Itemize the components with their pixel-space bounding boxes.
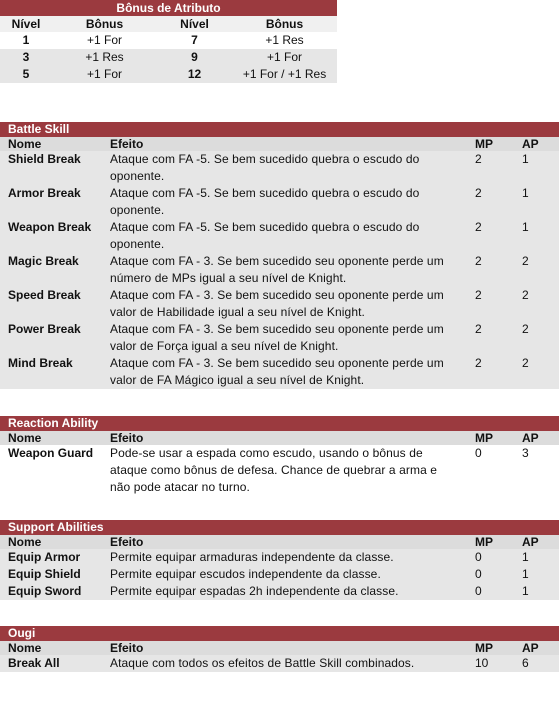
table-row xyxy=(0,219,559,253)
bonus-row xyxy=(0,66,337,83)
battle-skill-title: Battle Skill xyxy=(0,122,559,137)
bonus-value: +1 Res xyxy=(232,32,337,49)
bonus-level: 5 xyxy=(0,66,52,83)
skill-ap: 2 xyxy=(514,253,559,287)
bonus-level: 3 xyxy=(0,49,52,66)
skill-mp: 0 xyxy=(467,583,514,600)
skill-ap: 2 xyxy=(514,321,559,355)
table-row xyxy=(0,655,559,672)
col-name: Nome xyxy=(0,431,102,445)
skill-effect: Ataque com FA - 3. Se bem sucedido seu oponente perde um valor de Habilidade igual a seu nível de Knight. xyxy=(102,287,467,321)
skill-mp: 2 xyxy=(467,253,514,287)
table-row xyxy=(0,287,559,321)
skill-ap: 2 xyxy=(514,287,559,321)
bonus-table xyxy=(0,0,337,83)
skill-mp: 2 xyxy=(467,185,514,219)
col-ap: AP xyxy=(514,641,559,655)
skill-mp: 0 xyxy=(467,549,514,566)
support-abilities-table xyxy=(0,520,559,600)
bonus-header-bonus: Bônus xyxy=(52,16,157,32)
skill-name: Shield Break xyxy=(0,151,102,185)
skill-effect: Permite equipar armaduras independente da classe. xyxy=(102,549,467,566)
skill-effect: Ataque com FA - 3. Se bem sucedido seu oponente perde um valor de FA Mágico igual a seu nível de Knight. xyxy=(102,355,467,389)
bonus-row xyxy=(0,32,337,49)
skill-effect: Ataque com FA - 3. Se bem sucedido seu oponente perde um valor de Força igual a seu nível de Knight. xyxy=(102,321,467,355)
table-row xyxy=(0,253,559,287)
table-row xyxy=(0,321,559,355)
col-effect: Efeito xyxy=(102,431,467,445)
skill-mp: 10 xyxy=(467,655,514,672)
col-ap: AP xyxy=(514,535,559,549)
ougi-table xyxy=(0,626,559,672)
col-mp: MP xyxy=(467,535,514,549)
bonus-header-level: Nível xyxy=(0,16,52,32)
skill-effect: Ataque com FA -5. Se bem sucedido quebra o escudo do oponente. xyxy=(102,151,467,185)
bonus-level: 7 xyxy=(157,32,232,49)
bonus-header-level-2: Nível xyxy=(157,16,232,32)
skill-ap: 1 xyxy=(514,583,559,600)
skill-mp: 2 xyxy=(467,151,514,185)
table-row xyxy=(0,355,559,389)
col-name: Nome xyxy=(0,535,102,549)
skill-name: Equip Sword xyxy=(0,583,102,600)
table-row xyxy=(0,549,559,566)
skill-mp: 2 xyxy=(467,287,514,321)
skill-name: Magic Break xyxy=(0,253,102,287)
col-effect: Efeito xyxy=(102,137,467,151)
battle-skill-table xyxy=(0,122,559,389)
bonus-value: +1 For xyxy=(52,32,157,49)
col-ap: AP xyxy=(514,431,559,445)
bonus-level: 12 xyxy=(157,66,232,83)
bonus-value: +1 For xyxy=(52,66,157,83)
skill-effect: Ataque com FA -5. Se bem sucedido quebra o escudo do oponente. xyxy=(102,185,467,219)
skill-effect: Pode-se usar a espada como escudo, usando o bônus de ataque como bônus de defesa. Chance de quebrar a arma e não pode atacar no turno. xyxy=(102,445,467,496)
col-mp: MP xyxy=(467,641,514,655)
skill-name: Weapon Guard xyxy=(0,445,102,496)
skill-ap: 1 xyxy=(514,219,559,253)
skill-mp: 2 xyxy=(467,355,514,389)
bonus-value: +1 For / +1 Res xyxy=(232,66,337,83)
support-abilities-title: Support Abilities xyxy=(0,520,559,535)
table-row xyxy=(0,566,559,583)
col-effect: Efeito xyxy=(102,641,467,655)
skill-name: Weapon Break xyxy=(0,219,102,253)
skill-name: Equip Armor xyxy=(0,549,102,566)
ougi-title: Ougi xyxy=(0,626,559,641)
col-mp: MP xyxy=(467,137,514,151)
col-name: Nome xyxy=(0,137,102,151)
skill-ap: 1 xyxy=(514,566,559,583)
skill-name: Power Break xyxy=(0,321,102,355)
reaction-ability-table xyxy=(0,416,559,496)
skill-mp: 2 xyxy=(467,321,514,355)
table-row xyxy=(0,151,559,185)
skill-ap: 1 xyxy=(514,151,559,185)
skill-name: Mind Break xyxy=(0,355,102,389)
skill-mp: 0 xyxy=(467,566,514,583)
col-mp: MP xyxy=(467,431,514,445)
reaction-ability-title: Reaction Ability xyxy=(0,416,559,431)
skill-ap: 6 xyxy=(514,655,559,672)
col-name: Nome xyxy=(0,641,102,655)
bonus-header-bonus-2: Bônus xyxy=(232,16,337,32)
skill-ap: 1 xyxy=(514,549,559,566)
skill-name: Equip Shield xyxy=(0,566,102,583)
skill-mp: 0 xyxy=(467,445,514,496)
skill-effect: Ataque com todos os efeitos de Battle Skill combinados. xyxy=(102,655,467,672)
bonus-value: +1 For xyxy=(232,49,337,66)
skill-effect: Permite equipar espadas 2h independente da classe. xyxy=(102,583,467,600)
col-effect: Efeito xyxy=(102,535,467,549)
skill-mp: 2 xyxy=(467,219,514,253)
skill-effect: Ataque com FA - 3. Se bem sucedido seu oponente perde um número de MPs igual a seu nível de Knight. xyxy=(102,253,467,287)
col-ap: AP xyxy=(514,137,559,151)
table-row xyxy=(0,583,559,600)
skill-effect: Ataque com FA -5. Se bem sucedido quebra o escudo do oponente. xyxy=(102,219,467,253)
bonus-level: 9 xyxy=(157,49,232,66)
table-row xyxy=(0,185,559,219)
bonus-title: Bônus de Atributo xyxy=(0,0,337,16)
bonus-value: +1 Res xyxy=(52,49,157,66)
skill-name: Armor Break xyxy=(0,185,102,219)
skill-name: Speed Break xyxy=(0,287,102,321)
skill-ap: 2 xyxy=(514,355,559,389)
skill-ap: 3 xyxy=(514,445,559,496)
skill-effect: Permite equipar escudos independente da classe. xyxy=(102,566,467,583)
bonus-level: 1 xyxy=(0,32,52,49)
table-row xyxy=(0,445,559,496)
skill-name: Break All xyxy=(0,655,102,672)
skill-ap: 1 xyxy=(514,185,559,219)
bonus-row xyxy=(0,49,337,66)
